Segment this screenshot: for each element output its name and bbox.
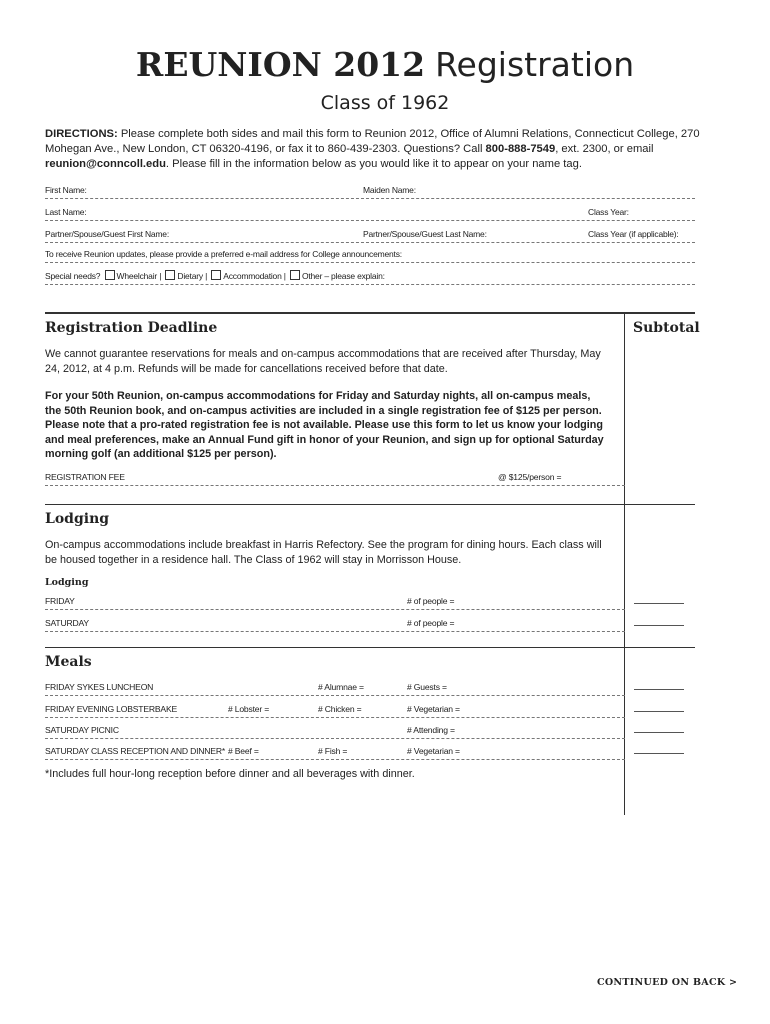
lodging-divider [45, 504, 695, 505]
subtotal-column-divider [624, 313, 625, 815]
registration-paragraph-2: For your 50th Reunion, on-campus accommodations for Friday and Saturday nights, all on-campus meals, the 50th Reunion book, and on-campus activities are included in a single registration fee of $125 per person. Please note that a pro-rated registration fee is not available. Please use this form to let us know your lodging and meal preferences, make an Annual Fund gift in honor of your Reunion, and sign up for optional Saturday morning golf (an additional $125 per person). [45, 390, 604, 460]
section-divider-top [45, 312, 695, 314]
meal-count-1: # Lobster = [228, 704, 270, 714]
lodging-row-saturday[interactable] [45, 615, 625, 632]
maiden-name-label: Maiden Name: [363, 185, 416, 195]
special-needs-label: Special needs? [45, 271, 101, 281]
meal-row[interactable] [45, 743, 625, 760]
meal-row[interactable] [45, 722, 625, 739]
meal-label: SATURDAY CLASS RECEPTION AND DINNER* [45, 746, 225, 756]
lodging-sub-label: Lodging [45, 577, 89, 588]
class-year-label: Class Year: [588, 207, 629, 217]
directions-phone: 800-888-7549 [485, 143, 556, 155]
email-field-row[interactable] [45, 244, 695, 263]
registration-fee-rate: @ $125/person = [498, 472, 562, 482]
other-checkbox[interactable] [290, 270, 300, 280]
partner-last-label: Partner/Spouse/Guest Last Name: [363, 229, 487, 239]
meal-row[interactable] [45, 679, 625, 696]
title-bold: REUNION 2012 [135, 45, 426, 84]
dietary-checkbox[interactable] [165, 270, 175, 280]
title-light: Registration [435, 45, 635, 84]
page-subtitle: Class of 1962 [320, 92, 450, 114]
meal-count-3: # Vegetarian = [407, 746, 460, 756]
last-name-field-row[interactable] [45, 202, 695, 221]
dietary-label: Dietary [177, 271, 203, 281]
last-name-label: Last Name: [45, 207, 87, 217]
meal-count-3: # Attending = [407, 725, 455, 735]
directions-text [45, 127, 705, 172]
name-field-row[interactable] [45, 180, 695, 199]
meal-count-3: # Vegetarian = [407, 704, 460, 714]
directions-text-1: Please complete both sides and mail this form to Reunion 2012, Office of Alumni Relations, Connecticut College, 270 Mohegan Ave., New London, CT 06320-4196, or fax it to 860-439-2303. Questions? Call [45, 128, 700, 155]
meal-count-2: # Alumnae = [318, 682, 364, 692]
directions-email[interactable]: reunion@conncoll.edu [45, 158, 166, 170]
directions-label: DIRECTIONS: [45, 128, 118, 140]
partner-class-year-label: Class Year (if applicable): [588, 229, 679, 239]
lodging-title: Lodging [45, 511, 110, 527]
directions-text-2: , ext. 2300, or email [555, 143, 654, 155]
meal-label: SATURDAY PICNIC [45, 725, 119, 735]
other-label: Other – please explain: [301, 271, 385, 281]
meal-count-2: # Chicken = [318, 704, 362, 714]
partner-first-label: Partner/Spouse/Guest First Name: [45, 229, 169, 239]
partner-field-row[interactable] [45, 224, 695, 243]
accommodation-label: Accommodation [223, 271, 282, 281]
lodging-row-friday[interactable] [45, 593, 625, 610]
lodging-day-label: FRIDAY [45, 596, 75, 606]
first-name-label: First Name: [45, 185, 87, 195]
meal-subtotal[interactable] [634, 689, 684, 690]
lodging-saturday-subtotal[interactable] [634, 625, 684, 626]
lodging-count-label: # of people = [407, 618, 455, 628]
continued-on-back: CONTINUED ON BACK > [597, 977, 738, 988]
meals-footnote: *Includes full hour-long reception before dinner and all beverages with dinner. [45, 768, 415, 780]
page-title [0, 40, 770, 89]
wheelchair-label: Wheelchair [116, 271, 158, 281]
lodging-day-label: SATURDAY [45, 618, 89, 628]
lodging-count-label: # of people = [407, 596, 455, 606]
meal-count-1: # Beef = [228, 746, 259, 756]
special-needs-row [45, 266, 695, 285]
registration-fee-row[interactable] [45, 469, 625, 486]
meal-count-3: # Guests = [407, 682, 447, 692]
lodging-paragraph: On-campus accommodations include breakfast in Harris Refectory. See the program for dining hours. Each class will be housed together in a residence hall. The Class of 1962 will stay in Morrisson House. [45, 539, 602, 566]
lodging-friday-subtotal[interactable] [634, 603, 684, 604]
meals-title: Meals [45, 654, 92, 670]
wheelchair-checkbox[interactable] [105, 270, 115, 280]
registration-fee-label: REGISTRATION FEE [45, 472, 125, 482]
directions-text-3: . Please fill in the information below as you would like it to appear on your name tag. [165, 158, 582, 170]
registration-paragraph-1: We cannot guarantee reservations for meals and on-campus accommodations that are received after Thursday, May 24, 2012, at 4 p.m. Refunds will be made for cancellations received before that date. [45, 348, 601, 375]
special-needs-group: Special needs? Wheelchair | Dietary | Accommodation | Other – please explain: [45, 271, 385, 281]
email-note-label: To receive Reunion updates, please provide a preferred e-mail address for College announcements: [45, 249, 402, 259]
meal-label: FRIDAY SYKES LUNCHEON [45, 682, 154, 692]
meal-count-2: # Fish = [318, 746, 348, 756]
meal-row[interactable] [45, 701, 625, 718]
meal-label: FRIDAY EVENING LOBSTERBAKE [45, 704, 178, 714]
meal-subtotal[interactable] [634, 753, 684, 754]
accommodation-checkbox[interactable] [211, 270, 221, 280]
subtotal-title: Subtotal [633, 320, 700, 336]
meal-subtotal[interactable] [634, 732, 684, 733]
meals-divider [45, 647, 695, 648]
registration-deadline-title: Registration Deadline [45, 320, 218, 336]
meal-subtotal[interactable] [634, 711, 684, 712]
